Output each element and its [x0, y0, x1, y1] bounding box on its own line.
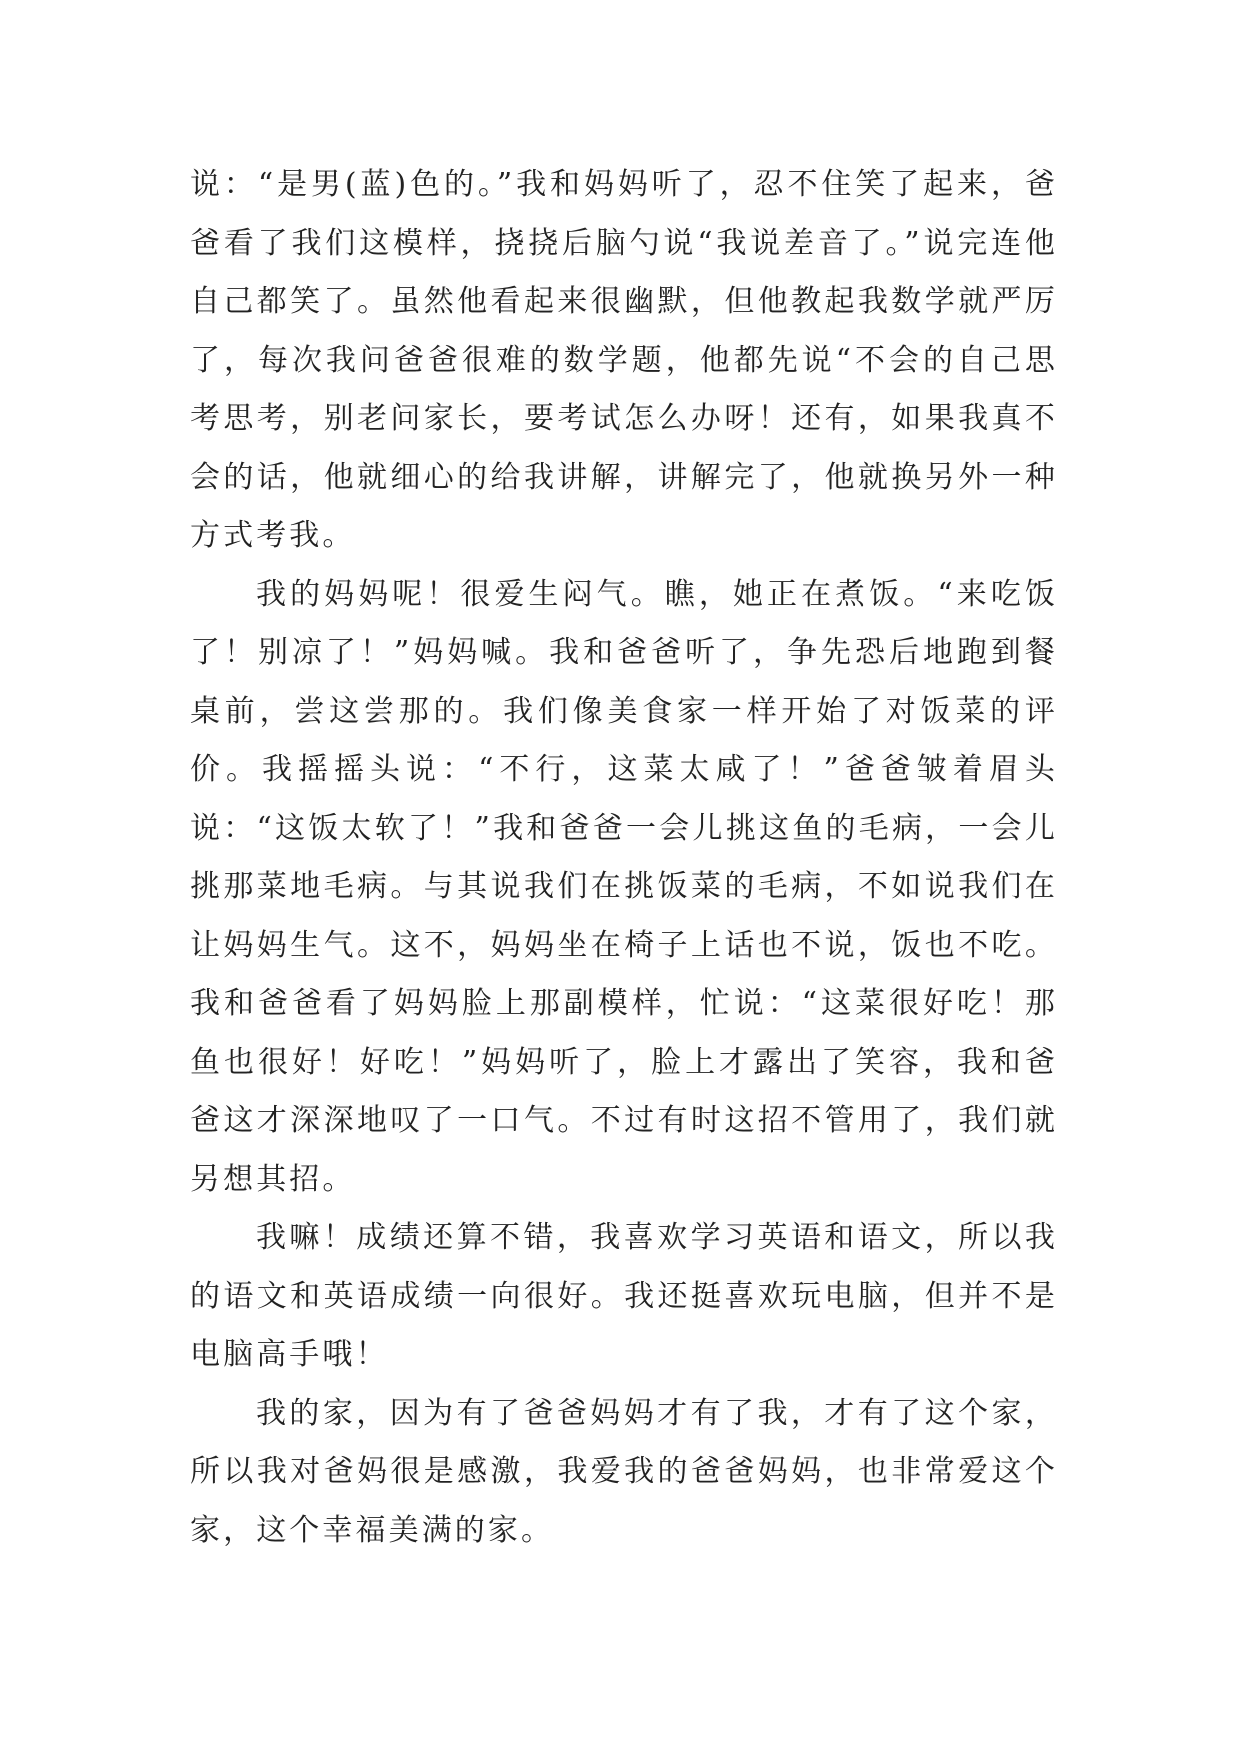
paragraph-3: 我嘛！成绩还算不错，我喜欢学习英语和语文，所以我的语文和英语成绩一向很好。我还挺喜欢玩电脑，但并不是电脑高手哦！ [190, 1220, 1058, 1372]
paragraph-2: 我的妈妈呢！很爱生闷气。瞧，她正在煮饭。“来吃饭了！别凉了！”妈妈喊。我和爸爸听了，争先恐后地跑到餐桌前，尝这尝那的。我们像美食家一样开始了对饭菜的评价。我摇摇头说：“不行，这菜太咸了！”爸爸皱着眉头说：“这饭太软了！”我和爸爸一会儿挑这鱼的毛病，一会儿挑那菜地毛病。与其说我们在挑饭菜的毛病，不如说我们在让妈妈生气。这不，妈妈坐在椅子上话也不说，饭也不吃。我和爸爸看了妈妈脸上那副模样，忙说：“这菜很好吃！那鱼也很好！好吃！”妈妈听了，脸上才露出了笑容，我和爸爸这才深深地叹了一口气。不过有时这招不管用了，我们就另想其招。 [190, 576, 1058, 1197]
paragraph-1: 说：“是男(蓝)色的。”我和妈妈听了，忍不住笑了起来，爸爸看了我们这模样，挠挠后脑勺说“我说差音了。”说完连他自己都笑了。虽然他看起来很幽默，但他教起我数学就严厉了，每次我问爸爸很难的数学题，他都先说“不会的自己思考思考，别老问家长，要考试怎么办呀！还有，如果我真不会的话，他就细心的给我讲解，讲解完了，他就换另外一种方式考我。 [190, 167, 1058, 553]
paragraph-4: 我的家，因为有了爸爸妈妈才有了我，才有了这个家，所以我对爸妈很是感激，我爱我的爸爸妈妈，也非常爱这个家，这个幸福美满的家。 [190, 1395, 1058, 1548]
document-body [190, 156, 1058, 1560]
